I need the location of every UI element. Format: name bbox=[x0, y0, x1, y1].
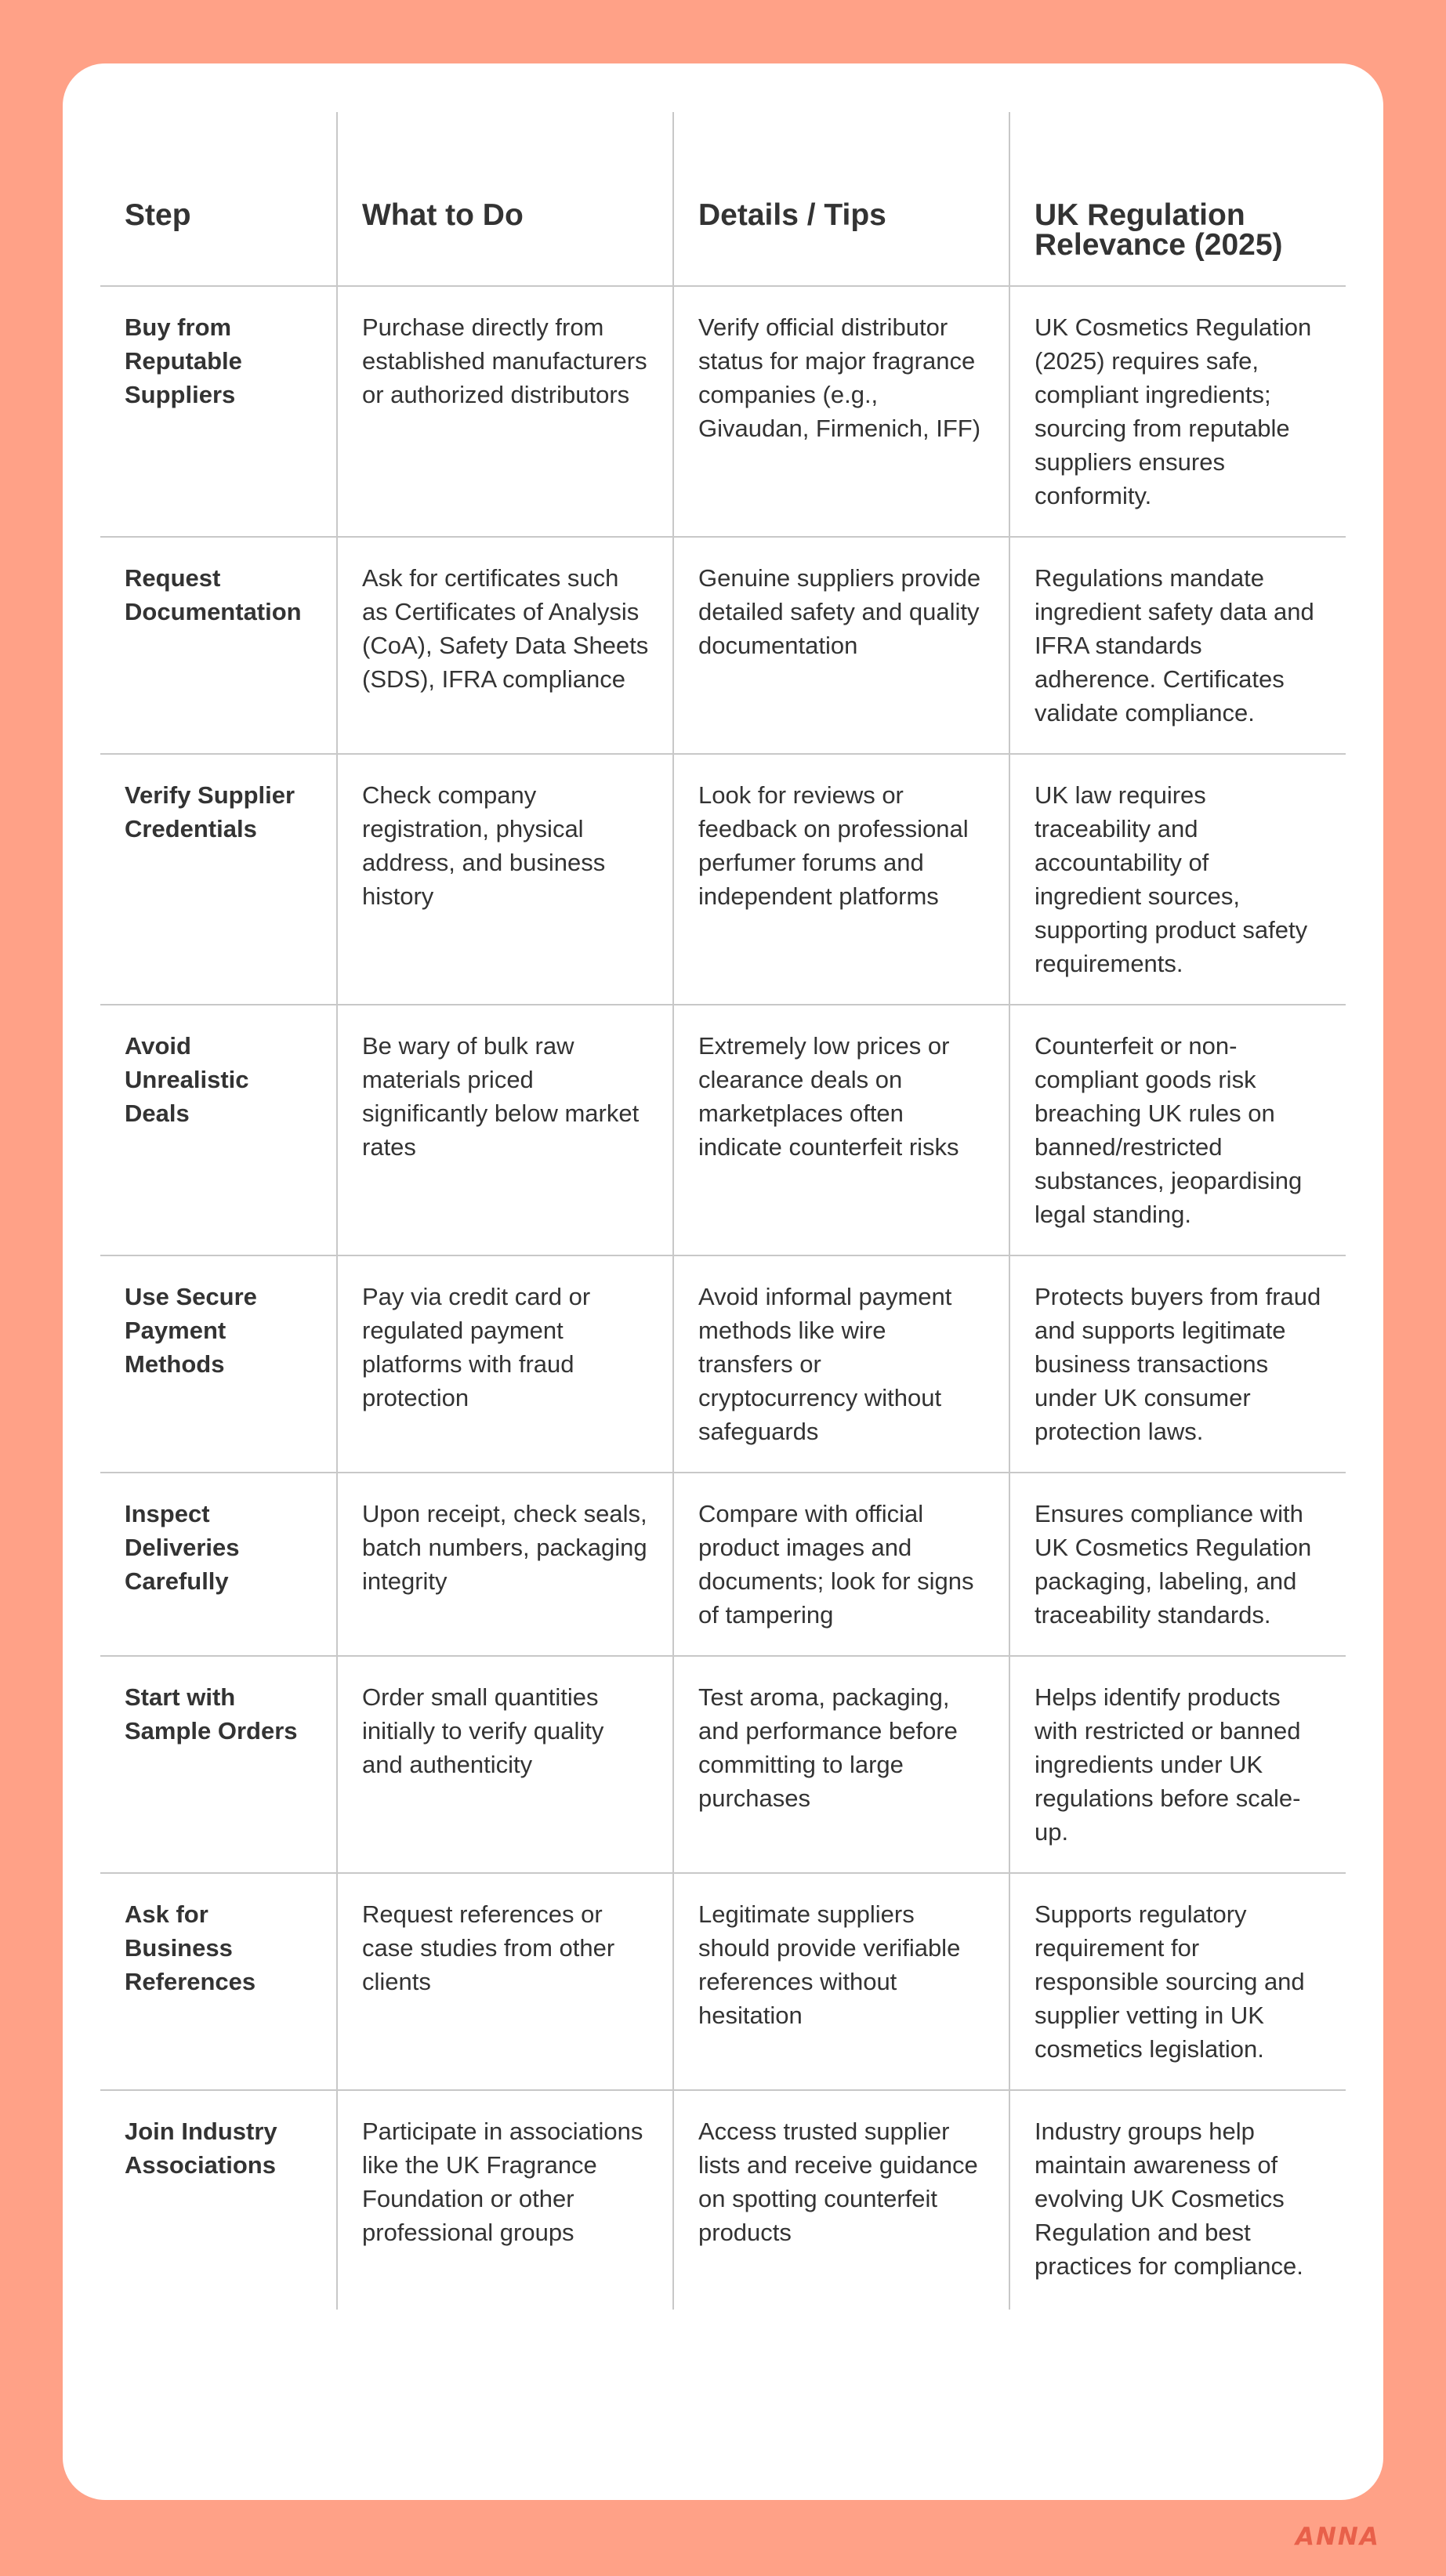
table-row bbox=[100, 1255, 1346, 1473]
step-cell: Start with Sample Orders bbox=[100, 1656, 337, 1873]
details-cell: Genuine suppliers provide detailed safety and quality documentation bbox=[673, 537, 1009, 754]
column-header-step: Step bbox=[100, 112, 337, 286]
details-cell: Avoid informal payment methods like wire transfers or cryptocurrency without safeguards bbox=[673, 1255, 1009, 1473]
details-cell: Verify official distributor status for major fragrance companies (e.g., Givaudan, Firmenich, IFF) bbox=[673, 286, 1009, 537]
content-card bbox=[63, 63, 1383, 2500]
regulation-cell: Ensures compliance with UK Cosmetics Regulation packaging, labeling, and traceability standards. bbox=[1009, 1473, 1346, 1656]
what-to-do-cell: Request references or case studies from other clients bbox=[337, 1873, 673, 2090]
table-row bbox=[100, 1473, 1346, 1656]
what-to-do-cell: Purchase directly from established manufacturers or authorized distributors bbox=[337, 286, 673, 537]
what-to-do-cell: Pay via credit card or regulated payment platforms with fraud protection bbox=[337, 1255, 673, 1473]
what-to-do-cell: Order small quantities initially to verify quality and authenticity bbox=[337, 1656, 673, 1873]
guidelines-table bbox=[100, 112, 1346, 2310]
step-cell: Request Documentation bbox=[100, 537, 337, 754]
step-cell: Inspect Deliveries Carefully bbox=[100, 1473, 337, 1656]
regulation-cell: Protects buyers from fraud and supports legitimate business transactions under UK consumer protection laws. bbox=[1009, 1255, 1346, 1473]
table-header-row bbox=[100, 112, 1346, 286]
what-to-do-cell: Be wary of bulk raw materials priced significantly below market rates bbox=[337, 1005, 673, 1255]
step-cell: Use Secure Payment Methods bbox=[100, 1255, 337, 1473]
column-header-uk-regulation: UK Regulation Relevance (2025) bbox=[1009, 112, 1346, 286]
step-cell: Avoid Unrealistic Deals bbox=[100, 1005, 337, 1255]
details-cell: Look for reviews or feedback on professional perfumer forums and independent platforms bbox=[673, 754, 1009, 1005]
table-row bbox=[100, 2090, 1346, 2310]
what-to-do-cell: Ask for certificates such as Certificates of Analysis (CoA), Safety Data Sheets (SDS), IFRA compliance bbox=[337, 537, 673, 754]
details-cell: Access trusted supplier lists and receive guidance on spotting counterfeit products bbox=[673, 2090, 1009, 2310]
table-row bbox=[100, 537, 1346, 754]
what-to-do-cell: Check company registration, physical address, and business history bbox=[337, 754, 673, 1005]
column-header-what-to-do: What to Do bbox=[337, 112, 673, 286]
table-row bbox=[100, 754, 1346, 1005]
regulation-cell: Industry groups help maintain awareness of evolving UK Cosmetics Regulation and best practices for compliance. bbox=[1009, 2090, 1346, 2310]
table-row bbox=[100, 1873, 1346, 2090]
details-cell: Legitimate suppliers should provide verifiable references without hesitation bbox=[673, 1873, 1009, 2090]
table-row bbox=[100, 1005, 1346, 1255]
regulation-cell: Helps identify products with restricted or banned ingredients under UK regulations before scale-up. bbox=[1009, 1656, 1346, 1873]
details-cell: Compare with official product images and documents; look for signs of tampering bbox=[673, 1473, 1009, 1656]
table-row bbox=[100, 1656, 1346, 1873]
regulation-cell: UK law requires traceability and accountability of ingredient sources, supporting product safety requirements. bbox=[1009, 754, 1346, 1005]
column-header-details-tips: Details / Tips bbox=[673, 112, 1009, 286]
table-row bbox=[100, 286, 1346, 537]
brand-logo: ANNA bbox=[1296, 2523, 1380, 2551]
regulation-cell: Supports regulatory requirement for responsible sourcing and supplier vetting in UK cosmetics legislation. bbox=[1009, 1873, 1346, 2090]
details-cell: Extremely low prices or clearance deals on marketplaces often indicate counterfeit risks bbox=[673, 1005, 1009, 1255]
details-cell: Test aroma, packaging, and performance before committing to large purchases bbox=[673, 1656, 1009, 1873]
step-cell: Ask for Business References bbox=[100, 1873, 337, 2090]
regulation-cell: UK Cosmetics Regulation (2025) requires safe, compliant ingredients; sourcing from reputable suppliers ensures conformity. bbox=[1009, 286, 1346, 537]
step-cell: Join Industry Associations bbox=[125, 2118, 277, 2179]
step-cell: Verify Supplier Credentials bbox=[100, 754, 337, 1005]
what-to-do-cell: Participate in associations like the UK Fragrance Foundation or other professional groups bbox=[337, 2090, 673, 2310]
regulation-cell: Counterfeit or non-compliant goods risk breaching UK rules on banned/restricted substances, jeopardising legal standing. bbox=[1009, 1005, 1346, 1255]
step-cell: Buy from Reputable Suppliers bbox=[100, 286, 337, 537]
regulation-cell: Regulations mandate ingredient safety data and IFRA standards adherence. Certificates validate compliance. bbox=[1009, 537, 1346, 754]
what-to-do-cell: Upon receipt, check seals, batch numbers, packaging integrity bbox=[337, 1473, 673, 1656]
